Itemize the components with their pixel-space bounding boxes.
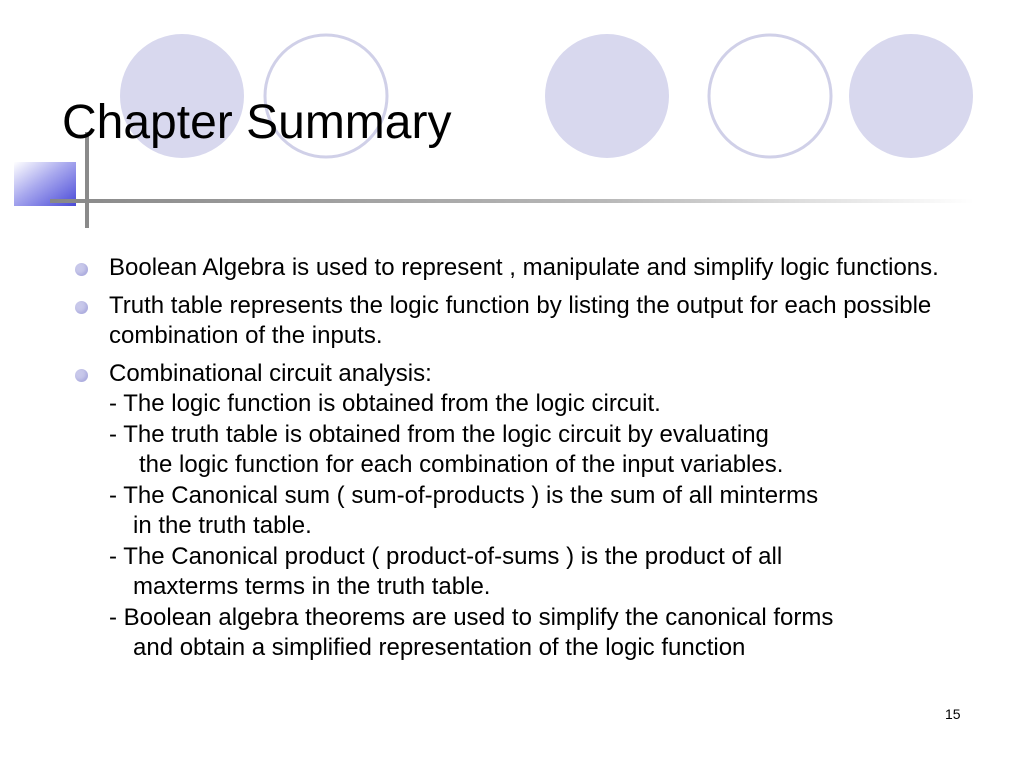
sub-point: - The Canonical product ( product-of-sums ) is the product of all <box>109 542 783 570</box>
filled-circle-2 <box>545 34 669 158</box>
bullet-text: Truth table represents the logic function by listing the output for each possible combination of the inputs. <box>109 291 932 349</box>
bullet-item <box>72 291 982 352</box>
sub-point: - Boolean algebra theorems are used to simplify the canonical forms <box>109 603 834 631</box>
bullet-text: Boolean Algebra is used to represent , manipulate and simplify logic functions. <box>109 254 939 281</box>
bullet-list <box>72 253 982 671</box>
slide-title: Chapter Summary <box>62 96 452 149</box>
page-number: 15 <box>945 706 961 722</box>
bullet-item <box>72 359 982 664</box>
sub-point-continuation: maxterms terms in the truth table. <box>133 573 491 600</box>
sub-point: - The logic function is obtained from the logic circuit. <box>109 390 661 417</box>
sub-point-continuation: and obtain a simplified representation of the logic function <box>133 634 746 661</box>
filled-circle-3 <box>849 34 973 158</box>
bullet-icon <box>75 369 88 382</box>
sub-point-continuation: in the truth table. <box>133 512 312 539</box>
bullet-text: Combinational circuit analysis: <box>109 359 432 387</box>
horizontal-rule <box>50 199 974 203</box>
sub-point: - The Canonical sum ( sum-of-products ) is the sum of all minterms <box>109 481 819 509</box>
outline-circle-2 <box>709 35 831 157</box>
bullet-icon <box>75 263 88 276</box>
sub-point-continuation: the logic function for each combination of the input variables. <box>139 451 784 478</box>
sub-point: - The truth table is obtained from the logic circuit by evaluating <box>109 420 769 448</box>
bullet-icon <box>75 301 88 314</box>
bullet-item <box>72 253 982 284</box>
